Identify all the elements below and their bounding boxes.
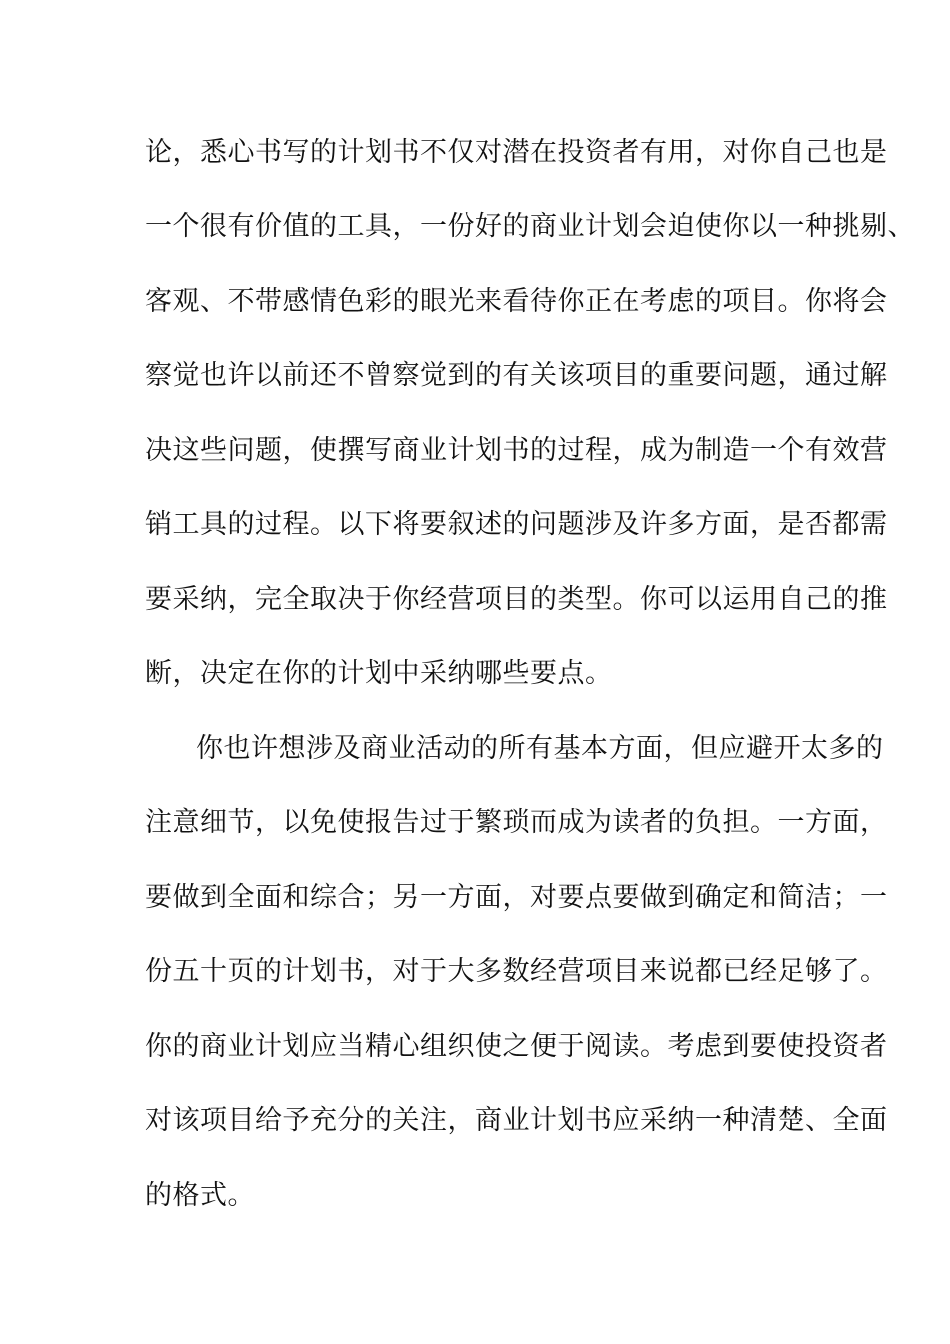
text-line: 察觉也许以前还不曾察觉到的有关该项目的重要问题，通过解 (145, 360, 888, 391)
text-line: 客观、不带感情色彩的眼光来看待你正在考虑的项目。你将会 (145, 286, 888, 317)
text-line: 份五十页的计划书，对于大多数经营项目来说都已经足够了。 (145, 956, 888, 987)
text-line: 要做到全面和综合；另一方面，对要点要做到确定和简洁；一 (145, 882, 888, 913)
text-line: 要采纳，完全取决于你经营项目的类型。你可以运用自己的推 (145, 584, 888, 615)
text-line: 注意细节，以免使报告过于繁琐而成为读者的负担。一方面， (145, 807, 888, 838)
text-line: 销工具的过程。以下将要叙述的问题涉及许多方面，是否都需 (145, 509, 888, 540)
text-line: 一个很有价值的工具，一份好的商业计划会迫使你以一种挑剔、 (145, 211, 915, 242)
text-line: 的格式。 (145, 1180, 255, 1211)
text-line: 你的商业计划应当精心组织使之便于阅读。考虑到要使投资者 (145, 1031, 888, 1062)
text-line: 论，悉心书写的计划书不仅对潜在投资者有用，对你自己也是 (145, 137, 888, 168)
text-line: 断，决定在你的计划中采纳哪些要点。 (145, 658, 613, 689)
paragraph-first-line: 你也许想涉及商业活动的所有基本方面，但应避开太多的 (196, 733, 884, 764)
text-line: 决这些问题，使撰写商业计划书的过程，成为制造一个有效营 (145, 435, 888, 466)
text-line: 对该项目给予充分的关注，商业计划书应采纳一种清楚、全面 (145, 1105, 888, 1136)
